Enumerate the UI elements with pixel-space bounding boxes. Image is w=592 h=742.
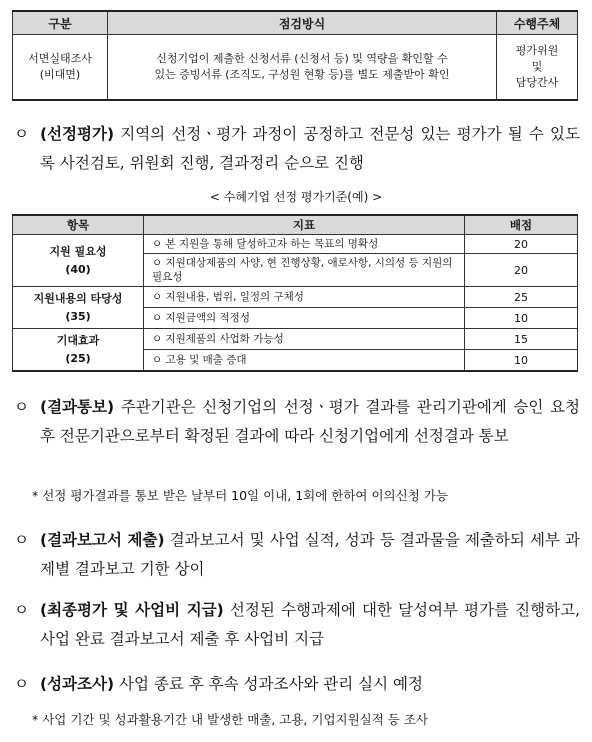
score-cell: 10 [465, 350, 578, 372]
score-cell: 20 [465, 254, 578, 287]
evaluation-criteria-table [12, 214, 578, 372]
section-body: 결과보고서 및 사업 실적, 성과 등 결과물을 제출하되 세부 과제별 결과보고 기한 상이 [40, 531, 580, 578]
type-line: (비대면) [39, 68, 81, 81]
indicator-cell: ㅇ 본 지원을 통해 달성하고자 하는 목표의 명확성 [144, 235, 465, 254]
bullet-icon: ㅇ [14, 531, 29, 549]
indicator-cell: ㅇ 지원내용, 범위, 일정의 구체성 [144, 287, 465, 308]
section-final-evaluation [14, 596, 580, 654]
section-body: 주관기관은 신청기업의 선정ㆍ평가 결과를 관리기관에게 승인 요청 후 전문기관으로부터 확정된 결과에 따라 신청기업에게 선정결과 통보 [40, 398, 580, 445]
section-heading: (결과보고서 제출) [40, 531, 165, 549]
section-result-notification [14, 393, 580, 451]
table-row [13, 35, 578, 101]
score-cell: 15 [465, 329, 578, 350]
method-line: 신청기업이 제출한 신청서류 (신청서 등) 및 역량을 확인할 수 [156, 52, 448, 65]
category-weight: (25) [65, 351, 91, 365]
header-score: 배점 [465, 215, 578, 235]
category-name: 기대효과 [56, 333, 100, 347]
footnote: * 사업 기간 및 성과활용기간 내 발생한 매출, 고용, 기업지원실적 등 조사 [32, 712, 429, 727]
actor-line: 평가위원 [515, 44, 559, 57]
category-name: 지원내용의 타당성 [33, 291, 123, 305]
header-method: 점검방식 [108, 11, 497, 35]
table-row [13, 329, 578, 350]
category-cell [13, 235, 144, 287]
indicator-cell: ㅇ 지원제품의 사업화 가능성 [144, 329, 465, 350]
header-actor: 수행주체 [497, 11, 578, 35]
actor-line: 담당간사 [515, 76, 559, 89]
score-cell: 10 [465, 308, 578, 329]
bullet-icon: ㅇ [14, 398, 29, 416]
indicator-cell: ㅇ 지원대상제품의 사양, 현 진행상황, 애로사항, 시의성 등 지원의 필요성 [144, 254, 465, 287]
section-heading: (최종평가 및 사업비 지급) [40, 601, 224, 619]
section-body: 지역의 선정ㆍ평가 과정이 공정하고 전문성 있는 평가가 될 수 있도록 사전검토, 위원회 진행, 결과정리 순으로 진행 [40, 125, 580, 172]
bullet-icon: ㅇ [14, 601, 29, 619]
section-selection-evaluation [14, 120, 580, 178]
category-weight: (35) [65, 309, 91, 323]
method-cell [108, 35, 497, 101]
inspection-method-table [12, 10, 578, 101]
indicator-cell: ㅇ 고용 및 매출 증대 [144, 350, 465, 372]
type-line: 서면실태조사 [28, 52, 92, 65]
footnote: * 선정 평가결과를 통보 받은 날부터 10일 이내, 1회에 한하여 이의신청 가능 [32, 488, 448, 503]
indicator-cell: ㅇ 지원금액의 적정성 [144, 308, 465, 329]
type-cell [13, 35, 108, 101]
header-indicator: 지표 [144, 215, 465, 235]
table-row [13, 287, 578, 308]
category-name: 지원 필요성 [49, 244, 107, 258]
section-heading: (선정평가) [40, 125, 115, 143]
table-row [13, 235, 578, 254]
score-cell: 25 [465, 287, 578, 308]
category-cell [13, 329, 144, 372]
section-heading: (성과조사) [40, 675, 115, 693]
section-body: 선정된 수행과제에 대한 달성여부 평가를 진행하고, 사업 완료 결과보고서 제출 후 사업비 지급 [40, 601, 580, 648]
section-heading: (결과통보) [40, 398, 115, 416]
section-performance-survey [14, 670, 580, 699]
header-type: 구분 [13, 11, 108, 35]
category-weight: (40) [65, 262, 91, 276]
header-item: 항목 [13, 215, 144, 235]
table-caption: < 수혜기업 선정 평가기준(예) > [209, 190, 383, 204]
method-line: 있는 증빙서류 (조직도, 구성원 현황 등)를 별도 제출받아 확인 [154, 68, 450, 81]
actor-cell [497, 35, 578, 101]
bullet-icon: ㅇ [14, 125, 29, 143]
score-cell: 20 [465, 235, 578, 254]
section-body: 사업 종료 후 후속 성과조사와 관리 실시 예정 [119, 675, 424, 693]
section-result-report [14, 526, 580, 584]
bullet-icon: ㅇ [14, 675, 29, 693]
actor-line: 및 [531, 60, 543, 73]
category-cell [13, 287, 144, 329]
